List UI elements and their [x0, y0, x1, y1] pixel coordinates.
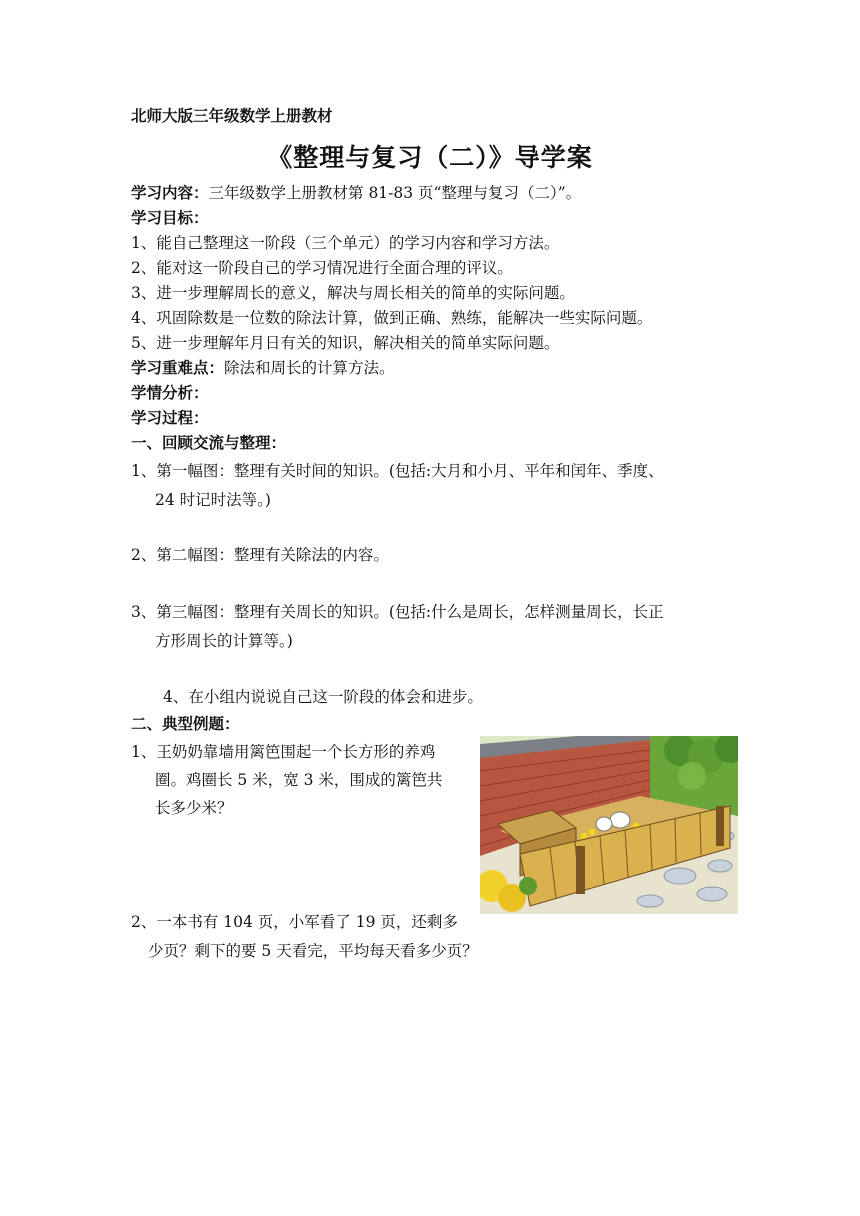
review-item-2: 2、第二幅图：整理有关除法的内容。: [131, 546, 389, 564]
key-points-label: 学习重难点：: [131, 359, 225, 377]
section2-heading: 二、典型例题：: [131, 715, 240, 733]
key-points-text: 除法和周长的计算方法。: [224, 359, 395, 377]
objective-item: 1、能自己整理这一阶段（三个单元）的学习内容和学习方法。: [131, 234, 560, 252]
example-1: 1、王奶奶靠墙用篱笆围起一个长方形的养鸡: [131, 743, 436, 761]
example-2-cont: 少页？剩下的要 5 天看完，平均每天看多少页？: [148, 942, 478, 960]
review-item-4: 4、在小组内说说自己这一阶段的体会和进步。: [163, 688, 483, 706]
learning-content-text: 三年级数学上册教材第 81-83 页“整理与复习（二）”。: [208, 184, 582, 202]
section1-heading: 一、回顾交流与整理：: [131, 434, 287, 452]
page-title: 《整理与复习（二）》导学案: [267, 143, 593, 172]
objective-item: 4、巩固除数是一位数的除法计算，做到正确、熟练，能解决一些实际问题。: [131, 309, 653, 327]
learning-content: [131, 181, 581, 205]
example-1-cont: 圈。鸡圈长 5 米，宽 3 米，围成的篱笆共: [155, 771, 443, 789]
analysis-label: 学情分析：: [131, 384, 209, 402]
chicken-coop-illustration: [480, 736, 738, 914]
objective-item: 5、进一步理解年月日有关的知识，解决相关的简单实际问题。: [131, 334, 560, 352]
learning-content-label: 学习内容：: [131, 184, 209, 202]
key-points: [131, 356, 395, 380]
example-1-cont: 长多少米？: [155, 799, 233, 817]
review-item-3: 3、第三幅图：整理有关周长的知识。(包括:什么是周长，怎样测量周长，长正: [131, 603, 664, 621]
objective-item: 2、能对这一阶段自己的学习情况进行全面合理的评议。: [131, 259, 513, 277]
process-label: 学习过程：: [131, 409, 209, 427]
course-line: 北师大版三年级数学上册教材: [131, 107, 333, 125]
objective-item: 3、进一步理解周长的意义，解决与周长相关的简单的实际问题。: [131, 284, 575, 302]
review-item-1-cont: 24 时记时法等。): [155, 491, 271, 509]
review-item-3-cont: 方形周长的计算等。): [155, 632, 293, 650]
example-2: 2、一本书有 104 页，小军看了 19 页，还剩多: [131, 913, 458, 931]
objectives-label: 学习目标：: [131, 209, 209, 227]
review-item-1: 1、第一幅图：整理有关时间的知识。(包括:大月和小月、平年和闰年、季度、: [131, 462, 664, 480]
